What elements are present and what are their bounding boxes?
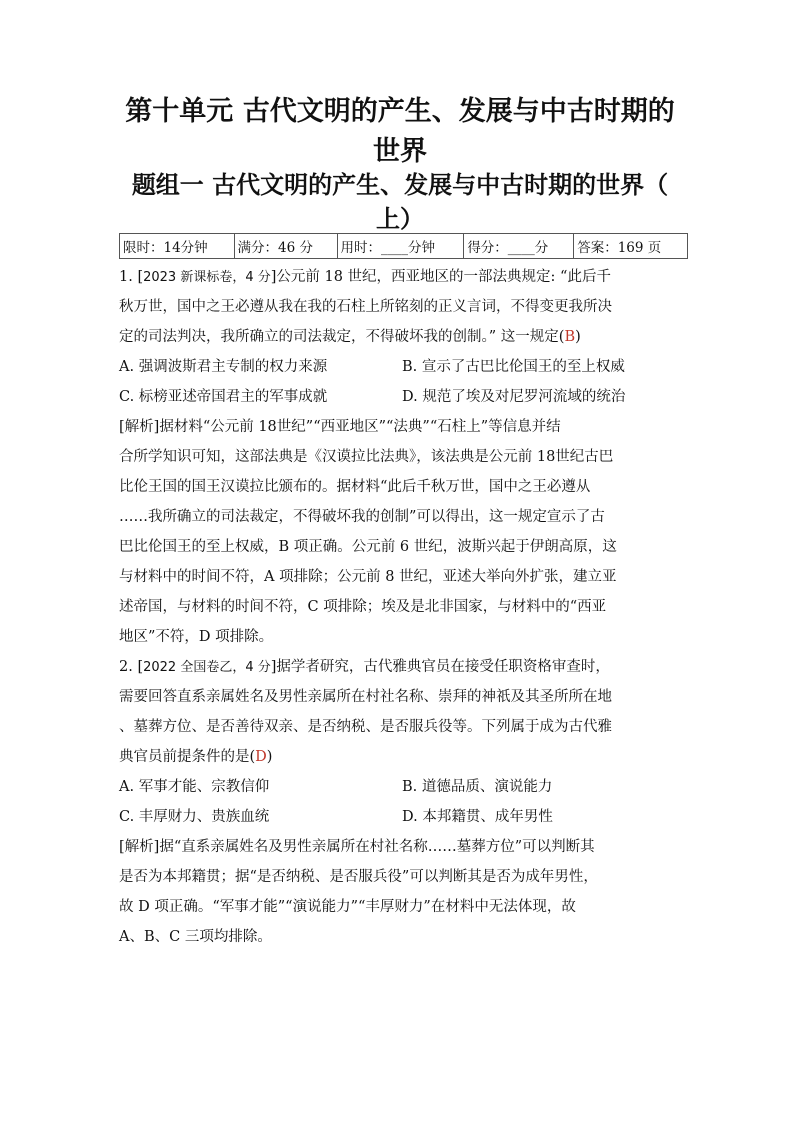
questions-content [119, 262, 685, 952]
q2-analysis [119, 832, 685, 952]
q1-answer: B [564, 329, 576, 345]
q2-option-b: B. 道德品质、演说能力 [402, 779, 553, 795]
q2-stem-line2: 需要回答直系亲属姓名及男性亲属所在村社名称、崇拜的神祇及其圣所所在地 [119, 689, 612, 705]
q1-stem-line3 [119, 322, 685, 352]
q1-option-d: D. 规范了埃及对尼罗河流域的统治 [402, 389, 626, 405]
q1-option-b: B. 宣示了古巴比伦国王的至上权威 [402, 359, 625, 375]
q2-analysis-line: A、B、C 三项均排除。 [119, 929, 272, 945]
q1-options-row2 [119, 382, 685, 412]
q1-analysis-line: 比伦王国的国王汉谟拉比颁布的。据材料“此后千秋万世，国中之王必遵从 [119, 479, 591, 495]
q1-stem-line2: 秋万世，国中之王必遵从我在我的石柱上所铭刻的正义言词，不得变更我所决 [119, 299, 612, 315]
question-1 [119, 262, 685, 652]
q2-option-a: A. 军事才能、宗教信仰 [119, 779, 270, 795]
unit-title [100, 92, 700, 172]
q1-source: 2023 新课标卷，4 分 [143, 270, 271, 285]
q1-analysis-line: 地区”不符，D 项排除。 [119, 629, 274, 645]
group-title [120, 168, 680, 236]
q2-option-d: D. 本邦籍贯、成年男性 [402, 809, 553, 825]
unit-title-line1: 第十单元 古代文明的产生、发展与中古时期的 [125, 96, 675, 127]
group-title-line2: 上） [376, 205, 424, 233]
q2-stem-text1: ]据学者研究，古代雅典官员在接受任职资格审查时， [270, 659, 610, 675]
unit-title-line2: 世界 [373, 136, 427, 167]
score-cell: 得分：____分 [464, 234, 574, 259]
q1-analysis-line: [解析]据材料“公元前 18世纪”“西亚地区”“法典”“石柱上”等信息并结 [119, 419, 561, 435]
q1-analysis-line: 述帝国，与材料的时间不符，C 项排除；埃及是北非国家，与材料中的“西亚 [119, 599, 607, 615]
q2-option-c: C. 丰厚财力、贵族血统 [119, 809, 270, 825]
q1-analysis [119, 412, 685, 652]
q1-option-c: C. 标榜亚述帝国君主的军事成就 [119, 389, 328, 405]
q2-answer: D [255, 749, 267, 765]
q1-stem-line1 [119, 262, 685, 292]
q2-analysis-line: [解析]据“直系亲属姓名及男性亲属所在村社名称……墓葬方位”可以判断其 [119, 839, 595, 855]
info-table [119, 233, 688, 259]
q2-number: 2. [ [119, 659, 144, 675]
q1-stem-close: ) [575, 329, 581, 345]
q2-options-row2 [119, 802, 685, 832]
q2-source: 2022 全国卷乙，4 分 [143, 660, 271, 675]
q1-stem-text1: ]公元前 18 世纪，西亚地区的一部法典规定: “此后千 [270, 269, 611, 285]
q2-analysis-line: 故 D 项正确。“军事才能”“演说能力”“丰厚财力”在材料中无法体现，故 [119, 899, 576, 915]
info-row [120, 234, 688, 259]
q1-analysis-line: ……我所确立的司法裁定，不得破坏我的创制”可以得出，这一规定宣示了古 [119, 509, 605, 525]
q1-option-a: A. 强调波斯君主专制的权力来源 [119, 359, 328, 375]
q1-analysis-line: 与材料中的时间不符，A 项排除；公元前 8 世纪，亚述大举向外扩张，建立亚 [119, 569, 617, 585]
q1-analysis-line: 巴比伦国王的至上权威，B 项正确。公元前 6 世纪，波斯兴起于伊朗高原，这 [119, 539, 617, 555]
q2-stem-close: ) [266, 749, 273, 765]
question-2 [119, 652, 685, 952]
q1-stem-text3: 定的司法判决，我所确立的司法裁定，不得破坏我的创制。” 这一规定( [119, 329, 565, 345]
full-score-cell: 满分：46 分 [234, 234, 337, 259]
group-title-line1: 题组一 古代文明的产生、发展与中古时期的世界（ [131, 171, 669, 199]
answer-page-cell: 答案：169 页 [574, 234, 688, 259]
q2-analysis-line: 是否为本邦籍贯；据“是否纳税、是否服兵役”可以判断其是否为成年男性， [119, 869, 598, 885]
q2-stem-line3: 、墓葬方位、是否善待双亲、是否纳税、是否服兵役等。下列属于成为古代雅 [119, 719, 612, 735]
q1-number: 1. [ [119, 269, 144, 285]
q2-options-row1 [119, 772, 685, 802]
time-used-cell: 用时：____分钟 [337, 234, 464, 259]
q2-stem-line4 [119, 742, 685, 772]
q2-stem-line1 [119, 652, 685, 682]
q1-options-row1 [119, 352, 685, 382]
q1-analysis-line: 合所学知识可知，这部法典是《汉谟拉比法典》，该法典是公元前 18世纪古巴 [119, 449, 614, 465]
time-limit-cell: 限时：14分钟 [120, 234, 235, 259]
q2-stem-text4: 典官员前提条件的是( [119, 749, 256, 765]
